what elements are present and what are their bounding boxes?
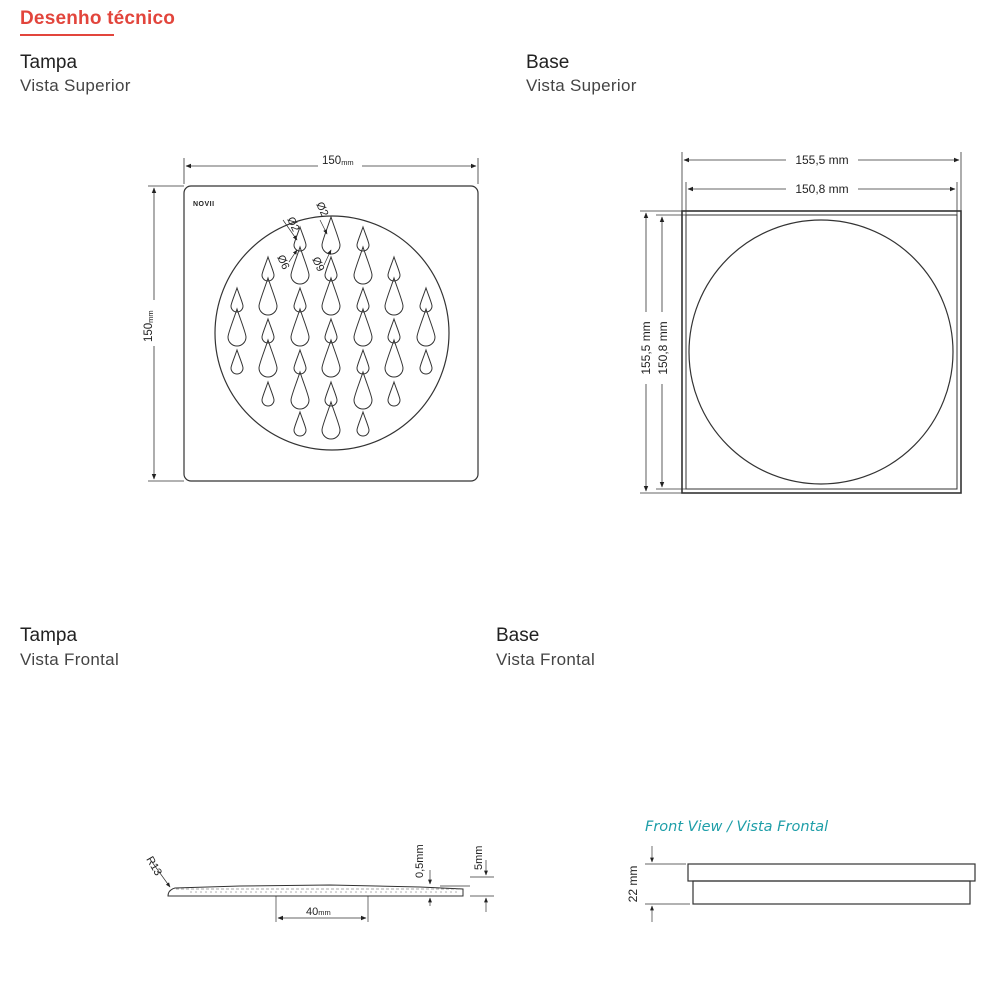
base-height-label: 22 mm bbox=[626, 865, 640, 903]
hole-callouts bbox=[274, 200, 331, 273]
drain-hole bbox=[228, 309, 246, 346]
base-inner-height-label: 150,8 mm bbox=[656, 321, 670, 375]
hole-d9-label: Ø9 bbox=[309, 255, 327, 274]
tampa-superior-subtitle: Vista Superior bbox=[20, 76, 131, 95]
hole-d6-label: Ø6 bbox=[274, 253, 292, 272]
drain-hole bbox=[388, 382, 400, 406]
drain-hole bbox=[354, 309, 372, 346]
drain-hole bbox=[294, 412, 306, 436]
tampa-superior-title: Tampa bbox=[20, 52, 78, 73]
grate-circle bbox=[215, 216, 449, 450]
base-superior-title: Base bbox=[526, 52, 570, 73]
tampa-width-label: 150mm bbox=[322, 155, 354, 167]
base-frontal-subtitle: Vista Frontal bbox=[496, 650, 596, 669]
drain-hole bbox=[322, 217, 340, 254]
tampa-frontal-subtitle: Vista Frontal bbox=[20, 650, 120, 669]
drain-hole bbox=[291, 372, 309, 409]
base-top-view bbox=[638, 152, 961, 493]
drain-hole bbox=[291, 247, 309, 284]
drain-hole bbox=[262, 382, 274, 406]
drain-hole bbox=[354, 372, 372, 409]
tampa-top-view bbox=[143, 154, 478, 481]
drain-hole bbox=[291, 309, 309, 346]
base-front-view bbox=[626, 819, 975, 922]
base-frontal-title: Base bbox=[496, 625, 540, 646]
base-superior-subtitle: Vista Superior bbox=[526, 76, 637, 95]
drain-hole bbox=[322, 340, 340, 377]
drain-hole bbox=[322, 402, 340, 439]
height-5mm-label: 5mm bbox=[473, 845, 485, 870]
drain-hole bbox=[231, 350, 243, 374]
drain-hole bbox=[385, 340, 403, 377]
front-view-caption: Front View / Vista Frontal bbox=[645, 819, 829, 835]
radius-label: R13 bbox=[143, 854, 164, 878]
drain-hole bbox=[354, 247, 372, 284]
tampa-profile bbox=[168, 885, 463, 896]
hole-d2-label-a: Ø2 bbox=[284, 215, 302, 234]
drain-holes bbox=[228, 217, 435, 439]
tampa-front-view bbox=[143, 844, 494, 922]
hole-d2-label-b: Ø2 bbox=[313, 200, 331, 219]
brand-logo: NOVII bbox=[193, 201, 215, 208]
drain-hole bbox=[385, 278, 403, 315]
tampa-height-label: 150mm bbox=[143, 310, 155, 342]
base-outer-square bbox=[682, 211, 961, 493]
base-outer-height-label: 155,5 mm bbox=[639, 321, 653, 375]
base-body bbox=[693, 881, 970, 904]
base-opening-circle bbox=[689, 220, 953, 484]
drain-hole bbox=[417, 309, 435, 346]
base-inner-width-label: 150,8 mm bbox=[795, 182, 849, 196]
base-outer-width-label: 155,5 mm bbox=[795, 153, 849, 167]
page-title: Desenho técnico bbox=[20, 8, 176, 29]
drain-hole bbox=[420, 350, 432, 374]
base-flange bbox=[688, 864, 975, 881]
base-inner-square bbox=[686, 215, 957, 489]
center-width-label: 40mm bbox=[306, 906, 331, 918]
drain-hole bbox=[259, 340, 277, 377]
drain-hole bbox=[259, 278, 277, 315]
tampa-frontal-title: Tampa bbox=[20, 625, 78, 646]
drain-hole bbox=[322, 278, 340, 315]
thickness-label: 0,5mm bbox=[414, 844, 426, 878]
drain-hole bbox=[357, 412, 369, 436]
